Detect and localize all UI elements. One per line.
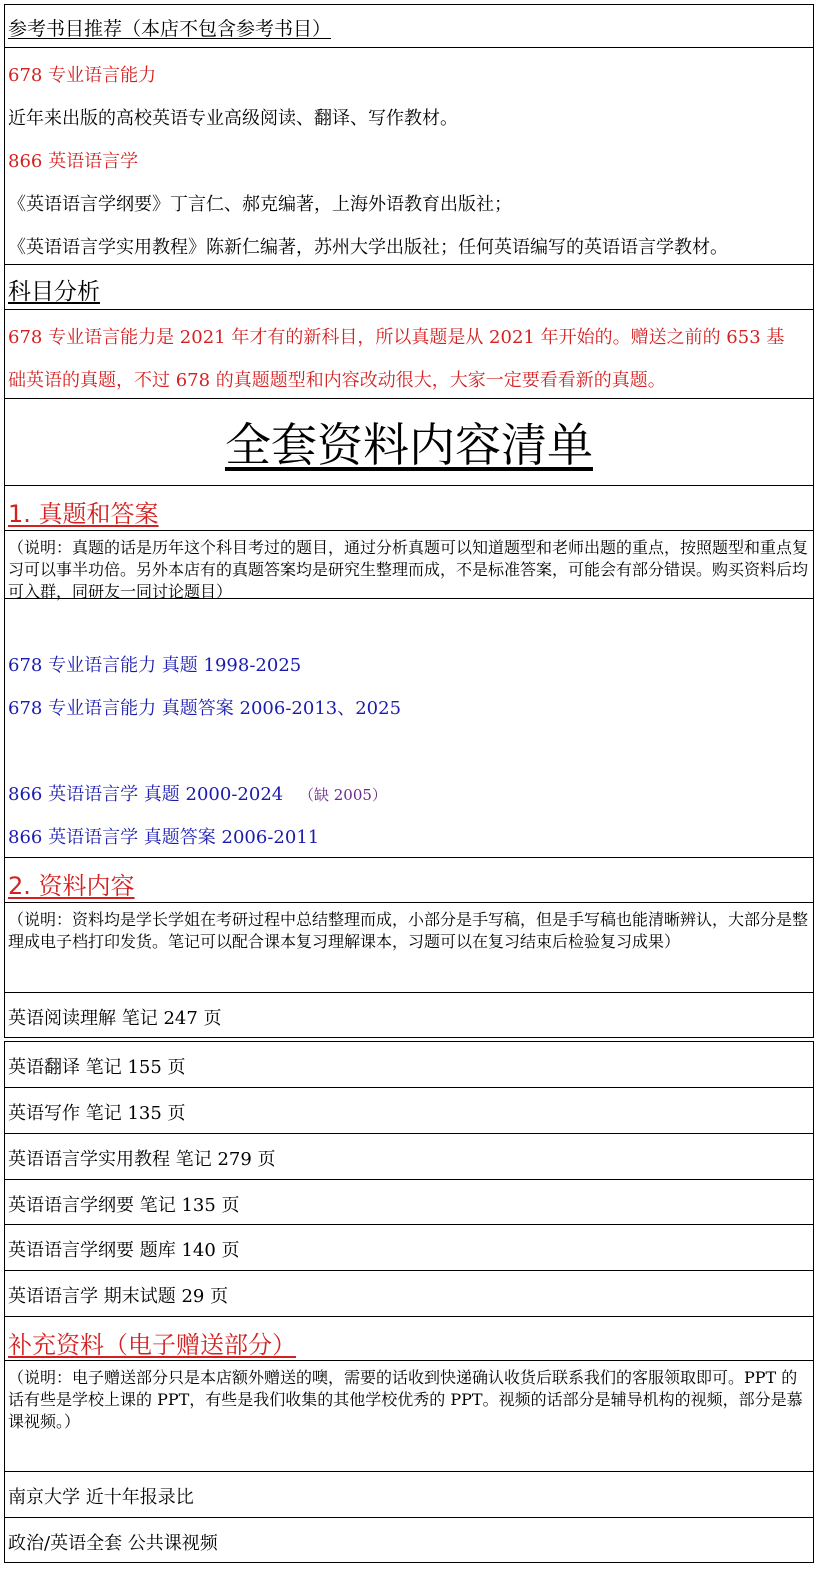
list-item: 英语翻译 笔记 155 页 [8, 1057, 186, 1078]
table-row [4, 1518, 814, 1563]
section1-items-row [4, 599, 814, 858]
books-header: 参考书目推荐（本店不包含参考书目） [8, 18, 332, 40]
table-row [4, 1041, 814, 1088]
list-item: 英语语言学实用教程 笔记 279 页 [8, 1149, 276, 1170]
list-item [8, 780, 387, 806]
subject-866-title: 866 英语语言学 [8, 151, 139, 172]
section3-note-row [4, 1361, 814, 1472]
missing-note: （缺 2005） [298, 786, 387, 804]
table-row [4, 1180, 814, 1225]
list-item-text: 866 英语语言学 真题 2000-2024 [8, 784, 284, 805]
subject-678-title: 678 专业语言能力 [8, 65, 157, 86]
analysis-header-row [4, 265, 814, 310]
section1-title: 1. 真题和答案 [8, 500, 159, 528]
section2-title-row [4, 858, 814, 903]
list-item: 678 专业语言能力 真题 1998-2025 [8, 655, 302, 676]
analysis-line-1: 678 专业语言能力是 2021 年才有的新科目，所以真题是从 2021 年开始的。赠送之前的 653 基 [8, 327, 785, 348]
table-row [4, 1225, 814, 1271]
section2-title: 2. 资料内容 [8, 872, 135, 900]
analysis-header: 科目分析 [8, 279, 100, 305]
section1-note-row [4, 531, 814, 599]
list-item: 英语语言学纲要 题库 140 页 [8, 1240, 240, 1261]
section3-title: 补充资料（电子赠送部分） [8, 1331, 296, 1359]
table-row [4, 1088, 814, 1134]
section1-note: （说明：真题的话是历年这个科目考过的题目，通过分析真题可以知道题型和老师出题的重点，按照题型和重点复习可以事半功倍。另外本店有的真题答案均是研究生整理而成，不是标准答案，可能会有部分错误。购买资料后均可入群，同研友一同讨论题目） [8, 538, 809, 601]
subject-678-desc: 近年来出版的高校英语专业高级阅读、翻译、写作教材。 [8, 108, 458, 129]
list-item: 678 专业语言能力 真题答案 2006-2013、2025 [8, 698, 402, 719]
table-row [4, 1271, 814, 1317]
books-content-row [4, 48, 814, 265]
books-header-row [4, 4, 814, 48]
list-item: 866 英语语言学 真题答案 2006-2011 [8, 827, 320, 848]
list-item: 南京大学 近十年报录比 [8, 1487, 194, 1508]
document [4, 4, 814, 1563]
section1-title-row [4, 486, 814, 531]
analysis-content-row [4, 310, 814, 399]
list-item: 政治/英语全套 公共课视频 [8, 1533, 218, 1554]
table-row [4, 1472, 814, 1518]
list-item: 英语语言学纲要 笔记 135 页 [8, 1195, 240, 1216]
section2-note: （说明：资料均是学长学姐在考研过程中总结整理而成，小部分是手写稿，但是手写稿也能清晰辨认，大部分是整理成电子档打印发货。笔记可以配合课本复习理解课本，习题可以在复习结束后检验复习成果） [8, 910, 809, 951]
main-title-row [4, 399, 814, 486]
table-row [4, 1134, 814, 1180]
section3-note: （说明：电子赠送部分只是本店额外赠送的噢，需要的话收到快递确认收货后联系我们的客服领取即可。PPT 的话有些是学校上课的 PPT，有些是我们收集的其他学校优秀的 PPT。视频的话部分是辅导机构的视频，部分是慕课视频。） [8, 1368, 803, 1431]
table-row [4, 993, 814, 1038]
subject-866-book2: 《英语语言学实用教程》陈新仁编著，苏州大学出版社；任何英语编写的英语语言学教材。 [8, 237, 728, 258]
subject-866-book1: 《英语语言学纲要》丁言仁、郝克编著，上海外语教育出版社； [8, 194, 512, 215]
list-item: 英语阅读理解 笔记 247 页 [8, 1008, 222, 1029]
section2-note-row [4, 903, 814, 993]
list-item: 英语语言学 期末试题 29 页 [8, 1286, 229, 1307]
main-title: 全套资料内容清单 [225, 418, 593, 472]
analysis-line-2: 础英语的真题，不过 678 的真题题型和内容改动很大，大家一定要看看新的真题。 [8, 370, 666, 391]
section3-title-row [4, 1317, 814, 1361]
list-item: 英语写作 笔记 135 页 [8, 1103, 186, 1124]
